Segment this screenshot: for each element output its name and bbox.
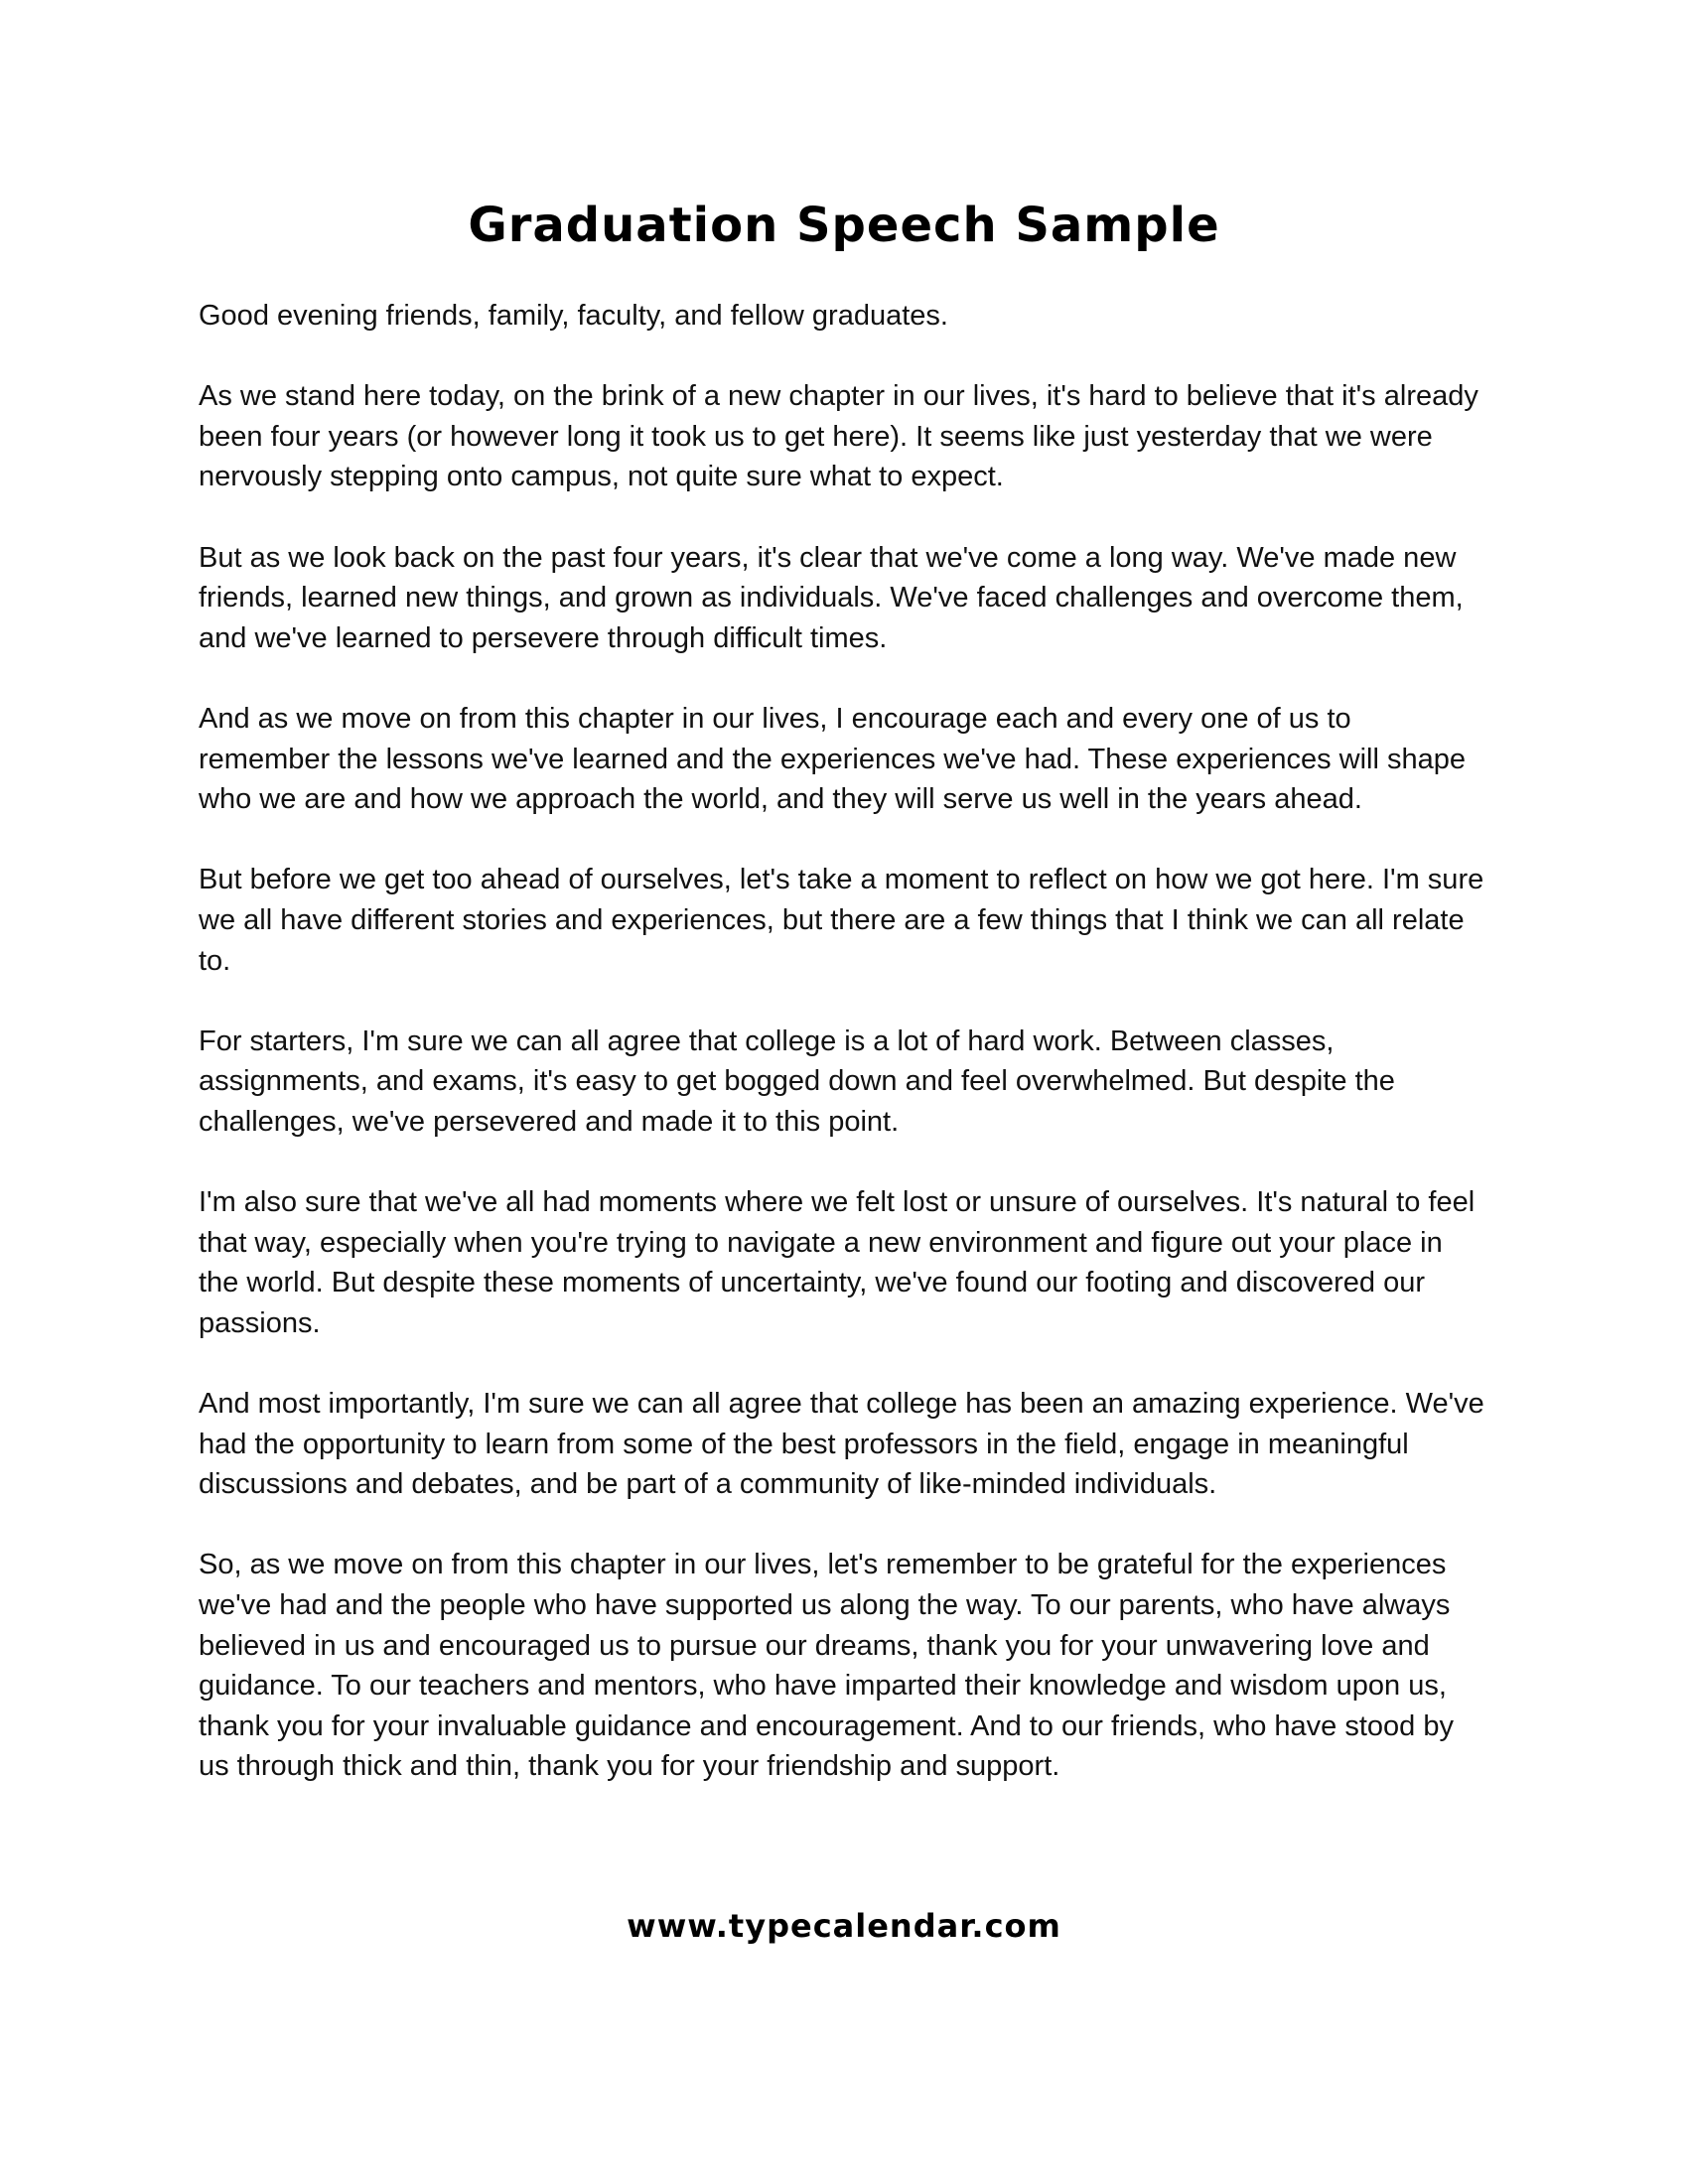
paragraph-amazing-experience: And most importantly, I'm sure we can all agree that college has been an amazing experience. We've had the opportunity to learn from some of the best professors in the field, engage in meaningful discussions and debates, and be part of a community of like-minded individuals. — [199, 1388, 1484, 1501]
footer-website: www.typecalendar.com — [627, 1907, 1061, 1945]
paragraph-reflect: But before we get too ahead of ourselves, let's take a moment to reflect on how we got here. I'm sure we all have different stories and experiences, but there are a few things that I think we can all relate to. — [199, 864, 1484, 977]
paragraph-uncertainty: I'm also sure that we've all had moments where we felt lost or unsure of ourselves. It's natural to feel that way, especially when you're trying to navigate a new environment and figure out your place in the world. But despite these moments of uncertainty, we've found our footing and discovered our passions. — [199, 1186, 1476, 1339]
speech-body — [199, 296, 1489, 1828]
paragraph-greeting: Good evening friends, family, faculty, and fellow graduates. — [199, 300, 948, 332]
paragraph-look-back: But as we look back on the past four years, it's clear that we've come a long way. We've made new friends, learned new things, and grown as individuals. We've faced challenges and overcome them, and we've learned to persevere through difficult times. — [199, 541, 1464, 654]
page-title: Graduation Speech Sample — [468, 198, 1220, 253]
paragraph-lessons: And as we move on from this chapter in our lives, I encourage each and every one of us to remember the lessons we've learned and the experiences we've had. These experiences will shape who we are and how we approach the world, and they will serve us well in the years ahead. — [199, 702, 1466, 816]
paragraph-hard-work: For starters, I'm sure we can all agree that college is a lot of hard work. Between classes, assignments, and exams, it's easy to get bogged down and feel overwhelmed. But despite the challenges, we've persevered and made it to this point. — [199, 1024, 1395, 1138]
paragraph-gratitude: So, as we move on from this chapter in our lives, let's remember to be grateful for the experiences we've had and the people who have supported us along the way. To our parents, who have always believed in us and encouraged us to pursue our dreams, thank you for your unwavering love and guidance. To our teachers and mentors, who have imparted their knowledge and wisdom upon us, thank you for your invaluable guidance and encouragement. And to our friends, who have stood by us through thick and thin, thank you for your friendship and support. — [199, 1549, 1454, 1783]
paragraph-new-chapter: As we stand here today, on the brink of a new chapter in our lives, it's hard to believe that it's already been four years (or however long it took us to get here). It seems like just yesterday that we were nervously stepping onto campus, not quite sure what to expect. — [199, 380, 1478, 493]
